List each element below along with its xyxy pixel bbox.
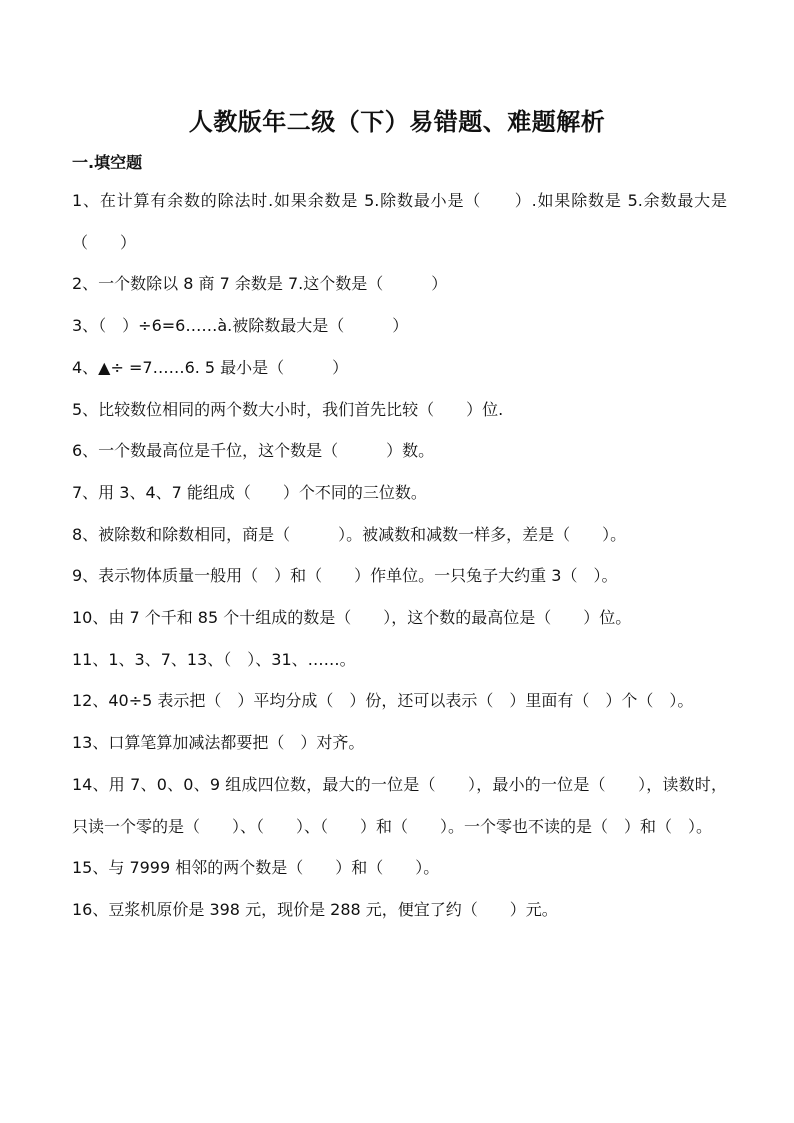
question-item: 13、口算笔算加减法都要把（ ）对齐。 bbox=[72, 733, 365, 753]
question-item: 14、用 7、0、0、9 组成四位数，最大的一位是（ ），最小的一位是（ ），读数时，只读一个零的是（ ）、（ ）、（ ）和（ ）。一个零也不读的是（ ）和（ ）。 bbox=[72, 774, 727, 836]
question-item: 11、1、3、7、13、（ ）、31、……。 bbox=[72, 649, 356, 669]
question-item: 8、被除数和除数相同，商是（ ）。被减数和减数一样多，差是（ ）。 bbox=[72, 524, 627, 544]
question-list bbox=[72, 180, 727, 931]
question-item: 3、（ ）÷6=6……à.被除数最大是（ ） bbox=[72, 316, 409, 336]
question-item: 9、表示物体质量一般用（ ）和（ ）作单位。一只兔子大约重 3（ ）。 bbox=[72, 566, 618, 586]
question-item: 7、用 3、4、7 能组成（ ）个不同的三位数。 bbox=[72, 482, 427, 502]
question-item: 1、在计算有余数的除法时.如果余数是 5.除数最小是（ ）.如果除数是 5.余数最大是（ ） bbox=[72, 191, 727, 252]
section-heading: 一.填空题 bbox=[72, 153, 143, 172]
question-item: 16、豆浆机原价是 398 元，现价是 288 元，便宜了约（ ）元。 bbox=[72, 899, 558, 919]
question-item: 5、比较数位相同的两个数大小时，我们首先比较（ ）位. bbox=[72, 399, 504, 419]
question-item: 10、由 7 个千和 85 个十组成的数是（ ），这个数的最高位是（ ）位。 bbox=[72, 608, 632, 628]
question-item: 15、与 7999 相邻的两个数是（ ）和（ ）。 bbox=[72, 858, 440, 878]
question-item: 4、▲÷ =7……6. 5 最小是（ ） bbox=[72, 357, 349, 377]
question-item: 2、一个数除以 8 商 7 余数是 7.这个数是（ ） bbox=[72, 274, 448, 294]
question-item: 6、一个数最高位是千位，这个数是（ ）数。 bbox=[72, 441, 435, 461]
question-item: 12、40÷5 表示把（ ）平均分成（ ）份，还可以表示（ ）里面有（ ）个（ ）。 bbox=[72, 691, 694, 711]
page-title: 人教版年二级（下）易错题、难题解析 bbox=[188, 108, 606, 136]
